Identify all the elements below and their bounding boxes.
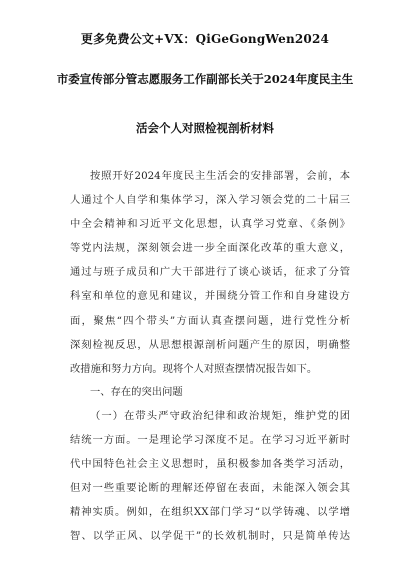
- text-line: 深刻检视反思，从思想根源剖析问题产生的原因，明确整: [70, 338, 350, 351]
- text-line: 人通过个人自学和集体学习，深入学习领会党的二十届三: [70, 194, 350, 207]
- document-title-line-1: 市委宣传部分管志愿服务工作副部长关于2024年度民主生: [56, 72, 354, 86]
- text-line: 科室和单位的意见和建议，并围绕分管工作和自身建设方: [70, 290, 350, 303]
- text-line: 智、以学正风、以学促干”的长效机制时，只是简单传达: [70, 530, 350, 543]
- section-heading-text: 一、存在的突出问题: [90, 386, 183, 398]
- document-title-line-2: 活会个人对照检视剖析材料: [136, 121, 274, 135]
- text-line: 中全会精神和习近平文化思想，认真学习党章、《条例》: [70, 218, 350, 231]
- section-heading: [70, 380, 350, 404]
- watermark-header: 更多免费公文+VX：QiGeGongWen2024: [80, 32, 330, 46]
- text-line: 代中国特色社会主义思想时，虽积极参加各类学习活动，: [70, 458, 350, 471]
- text-line: 面，聚焦“四个带头”方面认真查摆问题，进行党性分析: [70, 314, 350, 327]
- intro-paragraph: [70, 164, 350, 381]
- text-line: 按照开好2024年度民主生活会的安排部署，会前，本: [90, 170, 350, 182]
- section-paragraph: [70, 404, 350, 549]
- text-line: 等党内法规，深刻领会进一步全面深化改革的重大意义，: [70, 242, 350, 255]
- text-line: 结统一方面。一是理论学习深度不足。在学习习近平新时: [70, 434, 350, 447]
- text-line: （一）在带头严守政治纪律和政治规矩，维护党的团: [90, 410, 350, 422]
- text-line: 但对一些重要论断的理解还停留在表面，未能深入领会其: [70, 482, 350, 495]
- text-line: 改措施和努力方向。现将个人对照查摆情况报告如下。: [70, 362, 318, 375]
- text-line: 通过与班子成员和广大干部进行了谈心谈话，征求了分管: [70, 266, 350, 279]
- text-line: 精神实质。例如，在组织XX部门学习“以学铸魂、以学增: [70, 506, 350, 519]
